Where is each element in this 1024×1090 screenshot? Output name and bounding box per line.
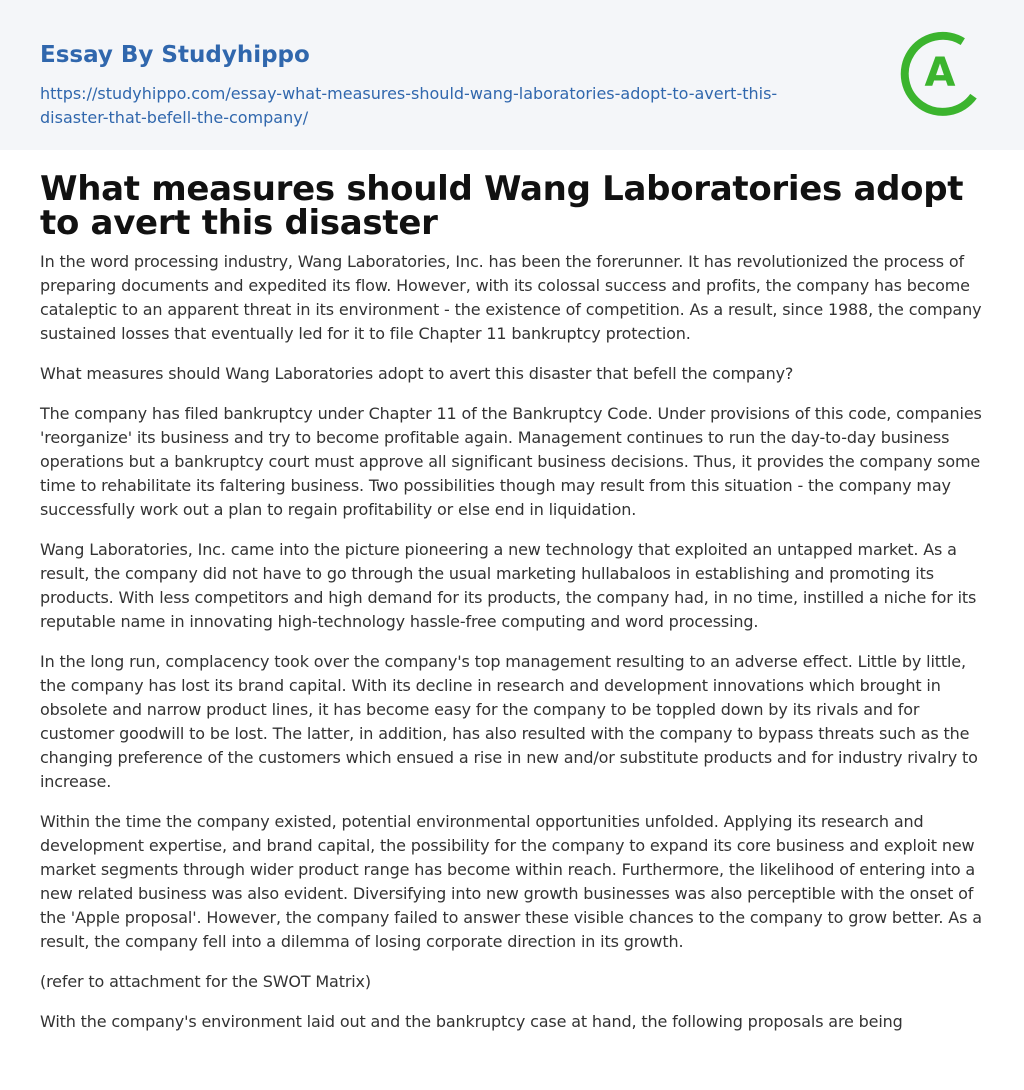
essay-paragraph: What measures should Wang Laboratories adopt to avert this disaster that befell the company?	[40, 364, 794, 383]
essay-title: What measures should Wang Laboratories adopt to avert this disaster	[40, 169, 964, 243]
essay-paragraph: In the long run, complacency took over the company's top management resulting to an adverse effect. Little by little, the company has lost its brand capital. With its decline in research and development innovations which brought in obsolete and narrow product lines, it has become easy for the company to be toppled down by its rivals and for customer goodwill to be lost. The latter, in addition, has also resulted with the company to bypass threats such as the changing preference of the customers which ensued a rise in new and/or substitute products and for industry rivalry to increase.	[40, 652, 978, 791]
essay-paragraph: In the word processing industry, Wang Laboratories, Inc. has been the forerunner. It has revolutionized the process of preparing documents and expedited its flow. However, with its colossal success and profits, the company has become cataleptic to an apparent threat in its environment - the existence of competition. As a result, since 1988, the company sustained losses that eventually led for it to file Chapter 11 bankruptcy protection.	[40, 252, 982, 343]
essay-paragraph: (refer to attachment for the SWOT Matrix)	[40, 972, 371, 991]
essay-paragraph: The company has filed bankruptcy under Chapter 11 of the Bankruptcy Code. Under provisions of this code, companies 'reorganize' its business and try to become profitable again. Management continues to run the day-to-day business operations but a bankruptcy court must approve all significant business decisions. Thus, it provides the company some time to rehabilitate its faltering business. Two possibilities though may result from this situation - the company may successfully work out a plan to regain profitability or else end in liquidation.	[40, 404, 982, 519]
essay-paragraph: Wang Laboratories, Inc. came into the picture pioneering a new technology that exploited an untapped market. As a result, the company did not have to go through the usual marketing hullabaloos in establishing and promoting its products. With less competitors and high demand for its products, the company had, in no time, instilled a niche for its reputable name in innovating high-technology hassle-free computing and word processing.	[40, 540, 977, 631]
site-title[interactable]: Essay By Studyhippo	[40, 42, 310, 68]
essay-paragraph: Within the time the company existed, potential environmental opportunities unfolded. Applying its research and development expertise, and brand capital, the possibility for the company to expand its core business and exploit new market segments through wider product range has become within reach. Furthermore, the likelihood of entering into a new related business was also evident. Diversifying into new growth businesses was also perceptible with the onset of the 'Apple proposal'. However, the company failed to answer these visible chances to the company to grow better. As a result, the company fell into a dilemma of losing corporate direction in its growth.	[40, 812, 982, 951]
site-header	[0, 0, 1024, 150]
essay-content	[0, 169, 1024, 1034]
essay-paragraph: With the company's environment laid out and the bankruptcy case at hand, the following proposals are being	[40, 1012, 903, 1031]
logo-letter: A	[924, 50, 956, 96]
studyhippo-logo-icon[interactable]	[898, 30, 984, 116]
essay-url-link[interactable]: https://studyhippo.com/essay-what-measures-should-wang-laboratories-adopt-to-avert-this-disaster-that-befell-the-company/	[40, 84, 778, 127]
